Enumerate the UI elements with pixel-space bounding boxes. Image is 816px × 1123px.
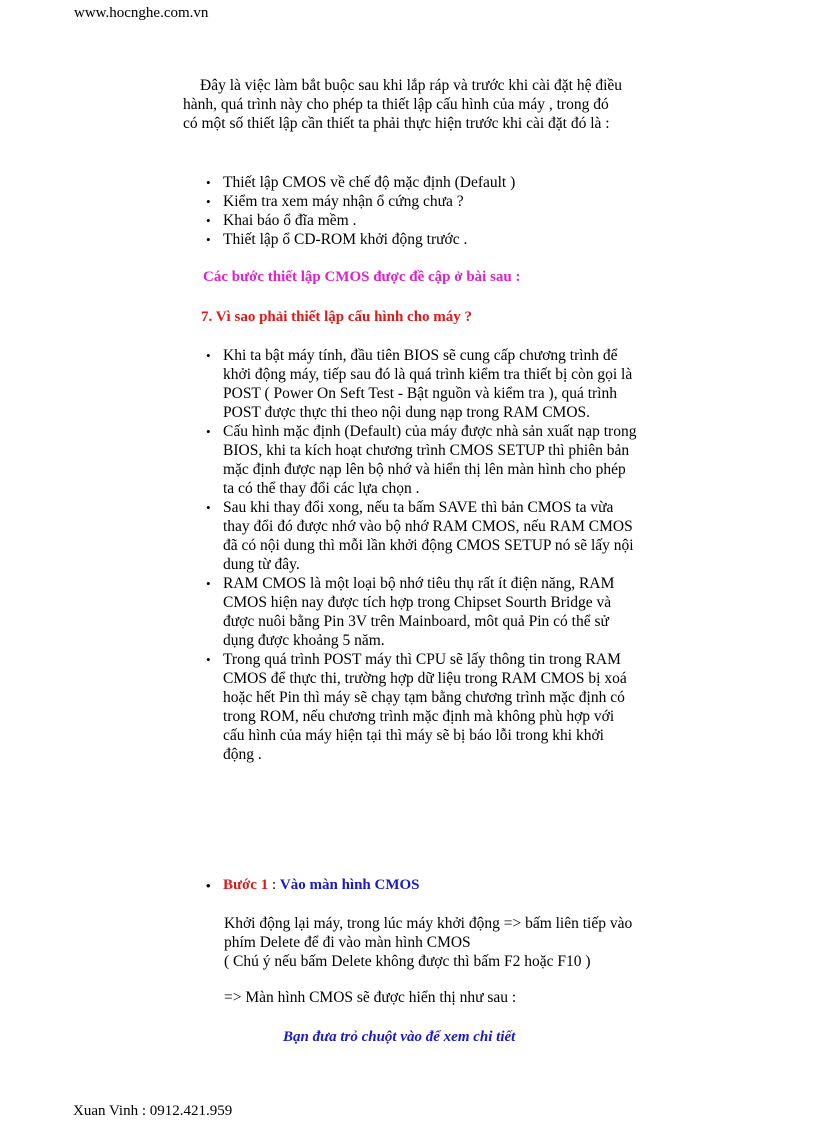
footer-author: Xuan Vinh : 0912.421.959 xyxy=(73,1103,233,1119)
list-item: • Cấu hình mặc định (Default) của máy được nhà sản xuất nạp trong BIOS, khi ta kích hoạt chương trình CMOS SETUP thì phiên bản mặc định được nạp lên bộ nhớ và hiển thị lên màn hình cho phép ta có thể thay đổi các lựa chọn . xyxy=(206,422,638,498)
step1-result: => Màn hình CMOS sẽ được hiển thị như sau : xyxy=(224,989,517,1006)
list-item: • RAM CMOS là một loại bộ nhớ tiêu thụ rất ít điện năng, RAM CMOS hiện nay được tích hợp trong Chipset Sourth Bridge và được nuôi bằng Pin 3V trên Mainboard, môt quả Pin có thể sử dụng được khoảng 5 năm. xyxy=(206,574,638,650)
step1-instruction-note: ( Chú ý nếu bấm Delete không được thì bấm F2 hoặc F10 ) xyxy=(224,953,591,970)
step1-separator: : xyxy=(268,877,280,893)
list-item: • Sau khi thay đổi xong, nếu ta bấm SAVE thì bản CMOS ta vừa thay đổi đó được nhớ vào bộ nhớ RAM CMOS, nếu RAM CMOS đã có nội dung thì mỗi lần khởi động CMOS SETUP nó sẽ lấy nội dung từ đây. xyxy=(206,498,638,574)
section-title: 7. Vì sao phải thiết lập cấu hình cho máy ? xyxy=(201,309,473,325)
list-item: • Khi ta bật máy tính, đầu tiên BIOS sẽ cung cấp chương trình để khởi động máy, tiếp sau đó là quá trình kiểm tra thiết bị còn gọi là POST ( Power On Seft Test - Bật nguồn và kiểm tra ), quá trình POST được thực thi theo nội dung nạp trong RAM CMOS. xyxy=(206,346,638,422)
step1-title: Vào màn hình CMOS xyxy=(279,877,420,893)
step1-instruction: Khởi động lại máy, trong lúc máy khởi động => bấm liên tiếp vào phím Delete để đi vào màn hình CMOS xyxy=(224,915,633,951)
reason-list xyxy=(206,346,638,764)
header-url: www.hocnghe.com.vn xyxy=(74,5,209,21)
intro-paragraph xyxy=(183,76,623,133)
list-item: • Kiểm tra xem máy nhận ổ cứng chưa ? xyxy=(206,192,646,211)
list-item xyxy=(206,876,646,895)
list-item: • Khai báo ổ đĩa mềm . xyxy=(206,211,646,230)
details-link[interactable]: Bạn đưa trỏ chuột vào để xem chi tiết xyxy=(283,1029,516,1045)
task-list xyxy=(206,173,646,249)
steps-note-heading: Các bước thiết lập CMOS được đề cập ở bài sau : xyxy=(203,269,521,285)
step1-label: Bước 1 xyxy=(223,877,269,893)
list-item: • Trong quá trình POST máy thì CPU sẽ lấy thông tin trong RAM CMOS để thực thi, trường hợp dữ liệu trong RAM CMOS bị xoá hoặc hết Pin thì máy sẽ chạy tạm bằng chương trình mặc định có trong ROM, nếu chương trình mặc định mà không phù hợp với cấu hình của máy hiện tại thì máy sẽ bị báo lỗi trong khi khởi động . xyxy=(206,650,638,764)
intro-text: Đây là việc làm bắt buộc sau khi lắp ráp và trước khi cài đặt hệ điều hành, quá trình này cho phép ta thiết lập cấu hình của máy , trong đó có một số thiết lập cần thiết ta phải thực hiện trước khi cài đặt đó là : xyxy=(183,77,623,132)
step1-heading xyxy=(206,876,646,895)
list-item: • Thiết lập ổ CD-ROM khởi động trước . xyxy=(206,230,646,249)
list-item: • Thiết lập CMOS về chế độ mặc định (Default ) xyxy=(206,173,646,192)
step1-text xyxy=(224,914,654,971)
